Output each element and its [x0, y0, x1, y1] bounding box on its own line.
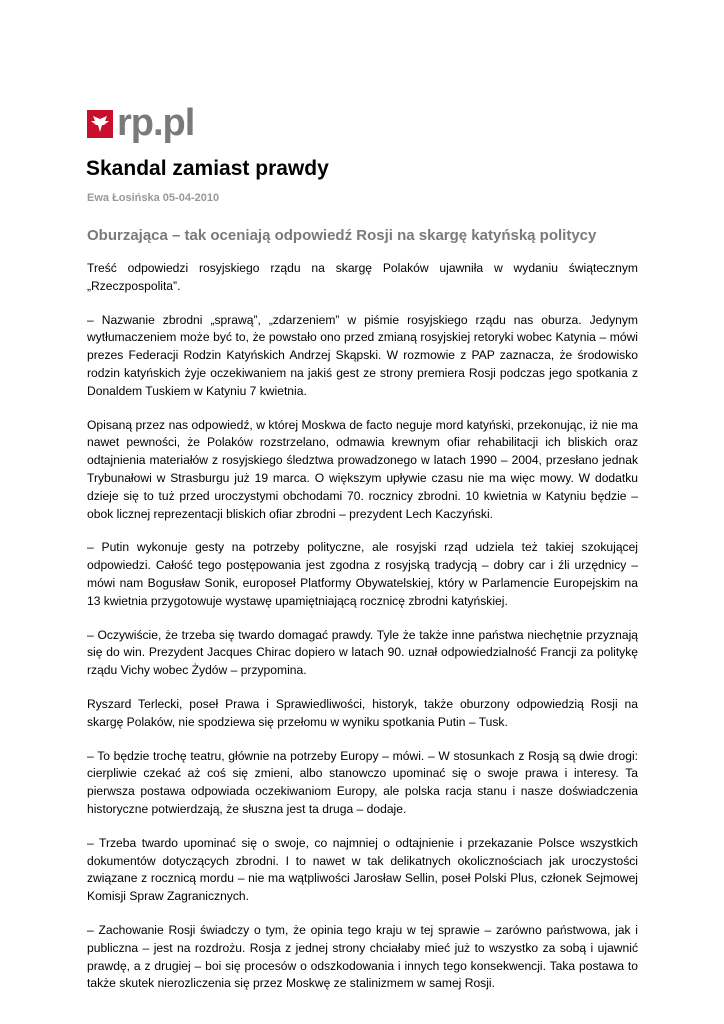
paragraph: Treść odpowiedzi rosyjskiego rządu na skargę Polaków ujawniła w wydaniu świątecznym „Rzeczpospolita”. — [87, 261, 638, 293]
paragraph: – To będzie trochę teatru, głównie na potrzeby Europy – mówi. – W stosunkach z Rosją są dwie drogi: cierpliwie czekać aż coś się zmieni, albo stanowczo upominać się o swoje prawa i interesy. Ta pierwsza postawa odpowiada oczekiwaniom Europy, ale polska racja stanu i nasze doświadczenia historyczne potwierdzają, że słuszna jest ta druga – dodaje. — [87, 748, 638, 816]
article-byline: Ewa Łosińska 05-04-2010 — [87, 192, 220, 204]
paragraph: Ryszard Terlecki, poseł Prawa i Sprawiedliwości, historyk, także oburzony odpowiedzią Rosji na skargę Polaków, nie spodziewa się przełomu w wyniku spotkania Putin – Tusk. — [87, 696, 638, 729]
paragraph: Opisaną przez nas odpowiedź, w której Moskwa de facto neguje mord katyński, przekonując, iż nie ma nawet pewności, że Polaków rozstrzelano, odmawia krewnym ofiar rehabilitacji ich bliskich oraz odtajnienia materiałów z rosyjskiego śledztwa prowadzonego w latach 1990 – 2004, przesłano jednak Trybunałowi w Strasburgu już 19 marca. O większym upływie czasu nie ma więc mowy. W dodatku dzieje się to tuż przed uroczystymi obchodami 70. rocznicy zbrodni. 10 kwietnia w Katyniu będzie – obok licznej reprezentacji bliskich ofiar zbrodni – prezydent Lech Kaczyński. — [87, 417, 638, 521]
paragraph: – Zachowanie Rosji świadczy o tym, że opinia tego kraju w tej sprawie – zarówno państwowa, jak i publiczna – jest na rozdrożu. Rosja z jednej strony chciałaby mieć już to wszystko za sobą i ujawnić prawdę, a z drugiej – boi się procesów o odszkodowania i innych tego konsekwencji. Taka postawa to także skutek nierozliczenia się przez Moskwę ze stalinizmem w samej Rosji. — [87, 922, 638, 991]
paragraph: – Putin wykonuje gesty na potrzeby polityczne, ale rosyjski rząd udziela też takiej szokującej odpowiedzi. Całość tego postępowania jest zgodna z rosyjską tradycją – dobry car i źli urzędnicy – mówi nam Bogusław Sonik, europoseł Platformy Obywatelskiej, który w Parlamencie Europejskim na 13 kwietnia przygotowuje wystawę upamiętniającą rocznicę zbrodni katyńskiej. — [87, 540, 638, 608]
article-title: Skandal zamiast prawdy — [86, 157, 329, 180]
paragraph: – Oczywiście, że trzeba się twardo domagać prawdy. Tyle że także inne państwa niechętnie przyznają się do win. Prezydent Jacques Chirac dopiero w latach 90. uznał odpowiedzialność Francji za politykę rządu Vichy wobec Żydów – przypomina. — [87, 627, 638, 678]
eagle-logo-icon — [87, 110, 113, 138]
paragraph: – Nazwanie zbrodni „sprawą”, „zdarzeniem” w piśmie rosyjskiego rządu nas oburza. Jedynym wytłumaczeniem może być to, że powstało ono przed zmianą rosyjskiej retoryki wobec Katynia – mówi prezes Federacji Rodzin Katyńskich Andrzej Skąpski. W rozmowie z PAP zaznacza, że środowisko rodzin katyńskich żyje oczekiwaniem na jakiś gest ze strony premiera Rosji podczas jego spotkania z Donaldem Tuskiem w Katyniu 7 kwietnia. — [87, 312, 638, 398]
article-lead: Oburzająca – tak oceniają odpowiedź Rosji na skargę katyńską politycy — [87, 227, 597, 244]
logo-text: rp.pl — [117, 102, 195, 144]
article-body — [87, 260, 638, 1009]
paragraph: – Trzeba twardo upominać się o swoje, co najmniej o odtajnienie i przekazanie Polsce wszystkich dokumentów dotyczących zbrodni. I to nawet w tak delikatnych okolicznościach jak uroczystości związane z rocznicą mordu – nie ma wątpliwości Jarosław Sellin, poseł Polski Plus, członek Sejmowej Komisji Spraw Zagranicznych. — [87, 835, 638, 904]
site-logo[interactable] — [87, 102, 194, 142]
